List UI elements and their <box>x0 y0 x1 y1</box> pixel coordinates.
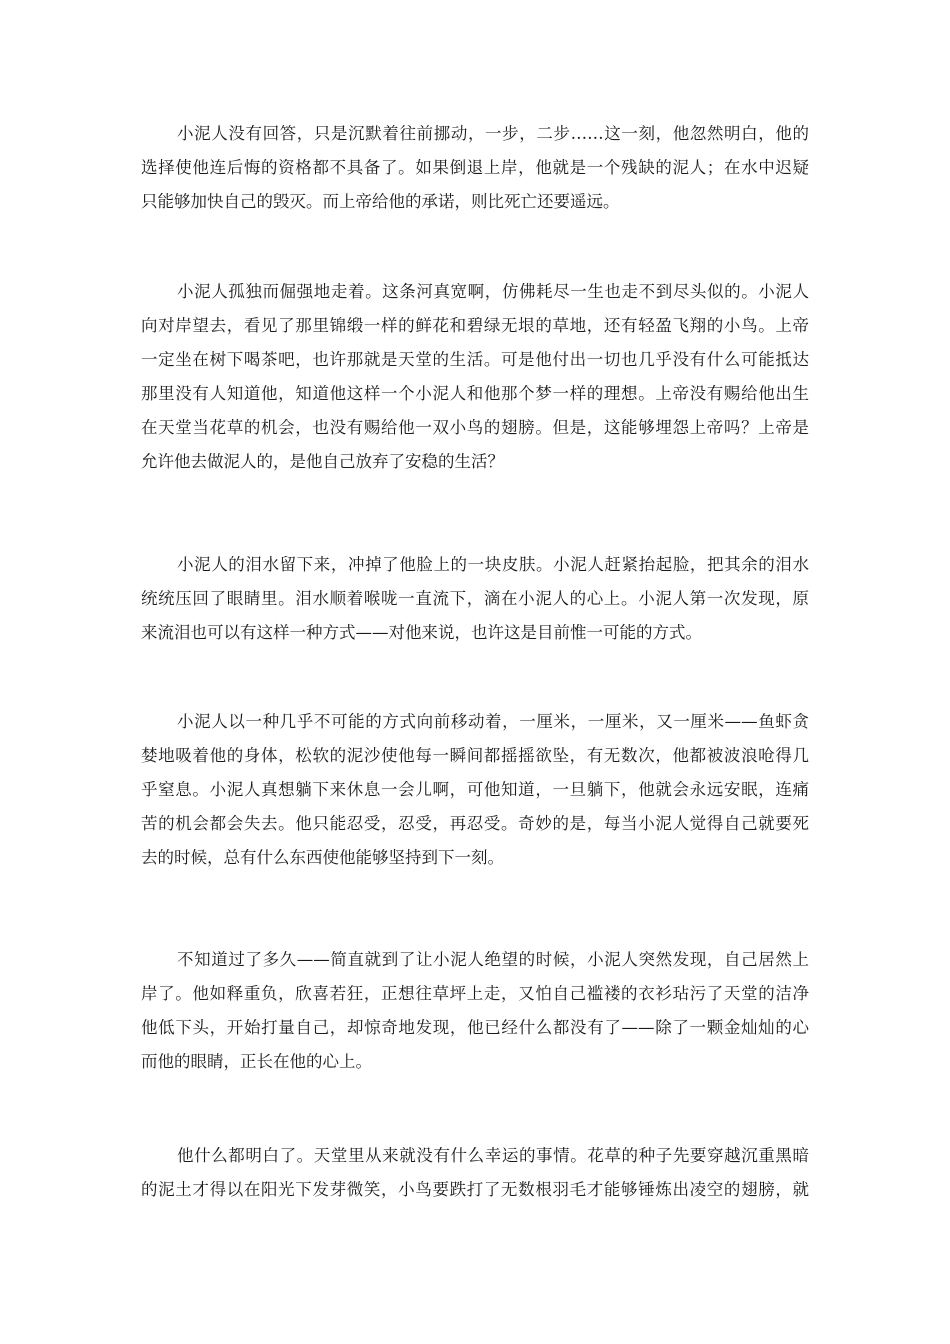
text-line: 那里没有人知道他，知道他这样一个小泥人和他那个梦一样的理想。上帝没有赐给他出生 <box>141 384 809 403</box>
paragraph-1 <box>141 117 809 219</box>
text-line: 他低下头，开始打量自己，却惊奇地发现，他已经什么都没有了——除了一颗金灿灿的心 <box>141 1018 809 1037</box>
paragraph-3 <box>141 548 809 650</box>
text-line: 小泥人孤独而倔强地走着。这条河真宽啊，仿佛耗尽一生也走不到尽头似的。小泥人 <box>177 282 809 301</box>
text-line: 来流泪也可以有这样一种方式——对他来说，也许这是目前惟一可能的方式。 <box>141 623 702 642</box>
text-line: 乎窒息。小泥人真想躺下来休息一会儿啊，可他知道，一旦躺下，他就会永远安眠，连痛 <box>141 780 809 799</box>
paragraph-5 <box>141 943 809 1079</box>
text-line: 向对岸望去，看见了那里锦缎一样的鲜花和碧绿无垠的草地，还有轻盈飞翔的小鸟。上帝 <box>141 316 809 335</box>
paragraph-6 <box>141 1139 809 1207</box>
text-line: 不知道过了多久——简直就到了让小泥人绝望的时候，小泥人突然发现，自己居然上 <box>177 950 809 969</box>
text-line: 选择使他连后悔的资格都不具备了。如果倒退上岸，他就是一个残缺的泥人；在水中迟疑 <box>141 158 809 177</box>
paragraph-4 <box>141 705 809 875</box>
text-line: 统统压回了眼睛里。泪水顺着喉咙一直流下，滴在小泥人的心上。小泥人第一次发现，原 <box>141 589 809 608</box>
text-line: 一定坐在树下喝茶吧，也许那就是天堂的生活。可是他付出一切也几乎没有什么可能抵达 <box>141 350 809 369</box>
text-line: 而他的眼睛，正长在他的心上。 <box>141 1052 372 1071</box>
text-line: 在天堂当花草的机会，也没有赐给他一双小鸟的翅膀。但是，这能够埋怨上帝吗？上帝是 <box>141 418 809 437</box>
text-line: 岸了。他如释重负，欣喜若狂，正想往草坪上走，又怕自己褴褛的衣衫玷污了天堂的洁净 <box>141 984 809 1003</box>
text-line: 允许他去做泥人的，是他自己放弃了安稳的生活？ <box>141 452 504 471</box>
text-line: 他什么都明白了。天堂里从来就没有什么幸运的事情。花草的种子先要穿越沉重黑暗 <box>177 1146 809 1165</box>
text-line: 小泥人的泪水留下来，冲掉了他脸上的一块皮肤。小泥人赶紧抬起脸，把其余的泪水 <box>177 555 809 574</box>
text-line: 苦的机会都会失去。他只能忍受，忍受，再忍受。奇妙的是，每当小泥人觉得自己就要死 <box>141 814 809 833</box>
text-line: 小泥人以一种几乎不可能的方式向前移动着，一厘米，一厘米，又一厘米——鱼虾贪 <box>177 712 809 731</box>
text-line: 只能够加快自己的毁灭。而上帝给他的承诺，则比死亡还要遥远。 <box>141 192 620 211</box>
text-line: 去的时候，总有什么东西使他能够坚持到下一刻。 <box>141 848 504 867</box>
text-line: 小泥人没有回答，只是沉默着往前挪动，一步，二步……这一刻，他忽然明白，他的 <box>177 124 809 143</box>
paragraph-2 <box>141 275 809 479</box>
text-line: 的泥土才得以在阳光下发芽微笑，小鸟要跌打了无数根羽毛才能够锤炼出凌空的翅膀，就 <box>141 1180 809 1199</box>
text-line: 婪地吸着他的身体，松软的泥沙使他每一瞬间都摇摇欲坠，有无数次，他都被波浪呛得几 <box>141 746 809 765</box>
